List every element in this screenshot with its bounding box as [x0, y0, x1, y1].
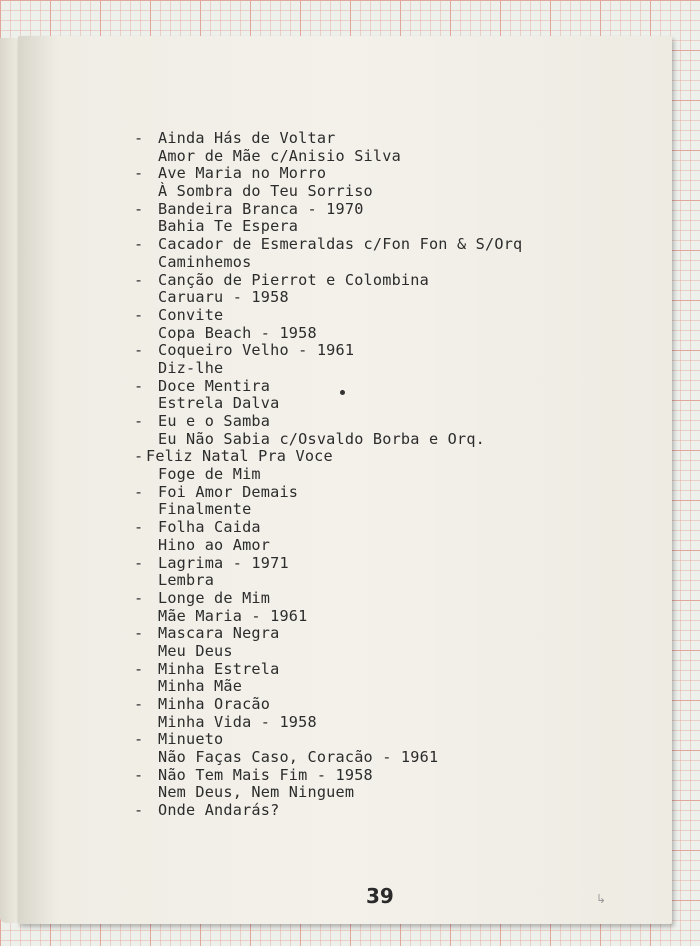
song-list-item: [134, 501, 522, 519]
song-title: Hino ao Amor: [158, 535, 271, 554]
song-title: Mascara Negra: [158, 624, 280, 643]
song-title: Mãe Maria - 1961: [158, 606, 308, 625]
song-list-item: [134, 236, 522, 254]
list-marker: -: [134, 305, 144, 324]
song-title: Amor de Mãe c/Anisio Silva: [158, 146, 401, 165]
song-title: Cacador de Esmeraldas c/Fon Fon & S/Orq: [158, 235, 523, 254]
song-list-item: [134, 784, 522, 802]
list-marker: -: [134, 553, 144, 572]
song-list-item: [134, 165, 522, 183]
song-list-item: [134, 696, 522, 714]
list-marker: -: [134, 447, 144, 466]
song-title: Caminhemos: [158, 252, 252, 271]
list-marker: -: [134, 588, 144, 607]
song-title: Copa Beach - 1958: [158, 323, 317, 342]
song-list-item: [134, 555, 522, 573]
list-marker: -: [134, 518, 144, 537]
song-list-item: [134, 395, 522, 413]
song-list-item: [134, 254, 522, 272]
song-title: Ainda Hás de Voltar: [158, 129, 336, 147]
song-list-item: [134, 484, 522, 502]
song-list-item: [134, 307, 522, 325]
song-list: [134, 130, 522, 820]
song-list-item: [134, 272, 522, 290]
song-title: Caruaru - 1958: [158, 288, 289, 307]
song-title: Foge de Mim: [158, 465, 261, 484]
list-marker: -: [134, 199, 144, 218]
song-title: Nem Deus, Nem Ninguem: [158, 783, 355, 802]
song-title: Doce Mentira: [158, 376, 271, 395]
song-title: Eu Não Sabia c/Osvaldo Borba e Orq.: [158, 429, 486, 448]
song-title: Minha Mãe: [158, 677, 243, 696]
song-title: Meu Deus: [158, 641, 233, 660]
list-marker: -: [134, 765, 144, 784]
list-marker: -: [134, 659, 144, 678]
song-list-item: [134, 802, 522, 820]
list-marker: -: [134, 801, 144, 820]
list-marker: -: [134, 624, 144, 643]
song-list-item: [134, 661, 522, 679]
song-title: Finalmente: [158, 500, 252, 519]
song-title: Canção de Pierrot e Colombina: [158, 270, 429, 289]
song-list-item: [134, 625, 522, 643]
song-list-item: [134, 572, 522, 590]
song-title: Minha Oracão: [158, 695, 271, 713]
song-list-item: [134, 183, 522, 201]
song-list-item: [134, 413, 522, 431]
ink-dot: [340, 390, 345, 395]
song-list-item: [134, 201, 522, 219]
list-marker: -: [134, 129, 144, 147]
song-title: Minha Estrela: [158, 659, 280, 678]
song-list-item: [134, 678, 522, 696]
song-title: Onde Andarás?: [158, 801, 280, 820]
song-list-item: [134, 431, 522, 449]
song-list-item: [134, 218, 522, 236]
song-title: Estrela Dalva: [158, 394, 280, 413]
song-list-item: [134, 148, 522, 166]
song-title: Coqueiro Velho - 1961: [158, 341, 355, 360]
song-title: Foi Amor Demais: [158, 482, 299, 501]
song-title: Feliz Natal Pra Voce: [146, 447, 333, 466]
song-title: Ave Maria no Morro: [158, 164, 327, 183]
song-list-item: [134, 342, 522, 360]
song-title: Convite: [158, 305, 224, 324]
song-list-item: [134, 749, 522, 767]
page-number: 39: [366, 884, 394, 908]
song-list-item: [134, 448, 522, 466]
list-marker: -: [134, 270, 144, 289]
song-title: Não Tem Mais Fim - 1958: [158, 765, 373, 784]
song-list-item: [134, 325, 522, 343]
list-marker: -: [134, 235, 144, 254]
song-title: Não Faças Caso, Coracão - 1961: [158, 748, 439, 767]
song-list-item: [134, 608, 522, 626]
list-marker: -: [134, 730, 144, 749]
song-title: À Sombra do Teu Sorriso: [158, 182, 373, 201]
song-title: Minha Vida - 1958: [158, 712, 317, 731]
song-title: Bahia Te Espera: [158, 217, 299, 236]
song-list-item: [134, 537, 522, 555]
song-list-item: [134, 360, 522, 378]
song-title: Bandeira Branca - 1970: [158, 199, 364, 218]
song-list-item: [134, 731, 522, 749]
list-marker: -: [134, 164, 144, 183]
pencil-mark: ↳: [596, 892, 607, 906]
song-title: Lembra: [158, 571, 215, 590]
song-list-item: [134, 378, 522, 396]
song-list-item: [134, 767, 522, 785]
song-title: Minueto: [158, 730, 224, 749]
song-list-item: [134, 714, 522, 732]
song-list-item: [134, 643, 522, 661]
song-title: Diz-lhe: [158, 358, 224, 377]
song-title: Folha Caida: [158, 518, 261, 537]
song-list-item: [134, 130, 522, 148]
song-list-item: [134, 519, 522, 537]
song-title: Longe de Mim: [158, 588, 271, 607]
song-list-item: [134, 466, 522, 484]
list-marker: -: [134, 376, 144, 395]
song-title: Eu e o Samba: [158, 412, 271, 430]
list-marker: -: [134, 482, 144, 501]
list-marker: -: [134, 341, 144, 360]
song-list-item: [134, 590, 522, 608]
song-title: Lagrima - 1971: [158, 553, 289, 572]
song-list-item: [134, 289, 522, 307]
list-marker: -: [134, 412, 144, 430]
list-marker: -: [134, 695, 144, 713]
